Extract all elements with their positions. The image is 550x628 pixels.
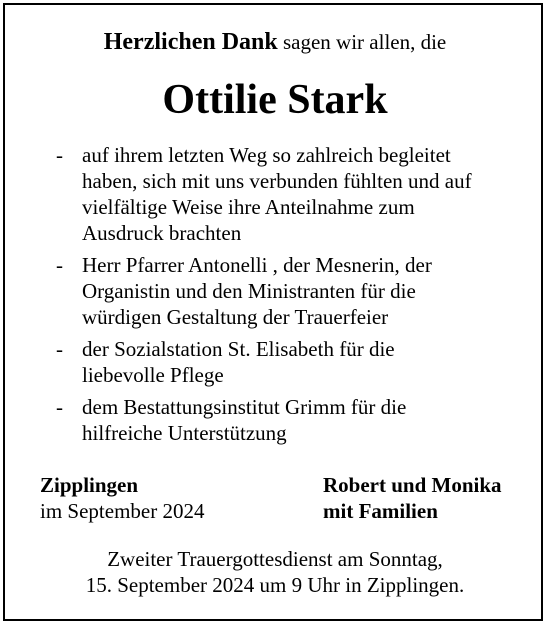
bullet-dash: - bbox=[56, 395, 63, 419]
family-line: mit Familien bbox=[323, 499, 438, 523]
headline bbox=[0, 28, 550, 56]
service-line: 15. September 2024 um 9 Uhr in Zipplingen. bbox=[85, 573, 465, 597]
family-line: Robert und Monika bbox=[323, 473, 502, 497]
thanks-line: der Sozialstation St. Elisabeth für die bbox=[82, 337, 395, 361]
signature-family bbox=[323, 472, 502, 524]
thanks-line: vielfältige Weise ihre Anteilnahme zum bbox=[82, 195, 415, 219]
headline-rest: sagen wir allen, die bbox=[277, 30, 447, 54]
service-line: Zweiter Trauergottesdienst am Sonntag, bbox=[107, 547, 443, 571]
thanks-line: hilfreiche Unterstützung bbox=[82, 421, 287, 445]
thanks-line: Organistin und den Ministranten für die bbox=[82, 279, 416, 303]
town: Zipplingen bbox=[40, 473, 139, 497]
thanks-list bbox=[56, 142, 516, 452]
thanks-line: dem Bestattungsinstitut Grimm für die bbox=[82, 395, 407, 419]
thanks-item bbox=[56, 142, 516, 246]
deceased-name: Ottilie Stark bbox=[162, 77, 388, 123]
bullet-dash: - bbox=[56, 337, 63, 361]
thanks-line: Ausdruck brachten bbox=[82, 221, 242, 245]
service-notice bbox=[0, 546, 550, 598]
thanks-line: Herr Pfarrer Antonelli , der Mesnerin, der bbox=[82, 253, 432, 277]
bullet-dash: - bbox=[56, 143, 63, 167]
month-year: im September 2024 bbox=[40, 499, 205, 523]
bullet-dash: - bbox=[56, 253, 63, 277]
thanks-item bbox=[56, 394, 516, 446]
thanks-line: auf ihrem letzten Weg so zahlreich begleitet bbox=[82, 143, 451, 167]
thanks-line: würdigen Gestaltung der Trauerfeier bbox=[82, 305, 389, 329]
thanks-line: haben, sich mit uns verbunden fühlten und auf bbox=[82, 169, 472, 193]
thanks-item bbox=[56, 336, 516, 388]
thanks-item bbox=[56, 252, 516, 330]
headline-bold: Herzlichen Dank bbox=[103, 29, 278, 55]
place-date bbox=[40, 472, 204, 524]
thanks-line: liebevolle Pflege bbox=[82, 363, 224, 387]
